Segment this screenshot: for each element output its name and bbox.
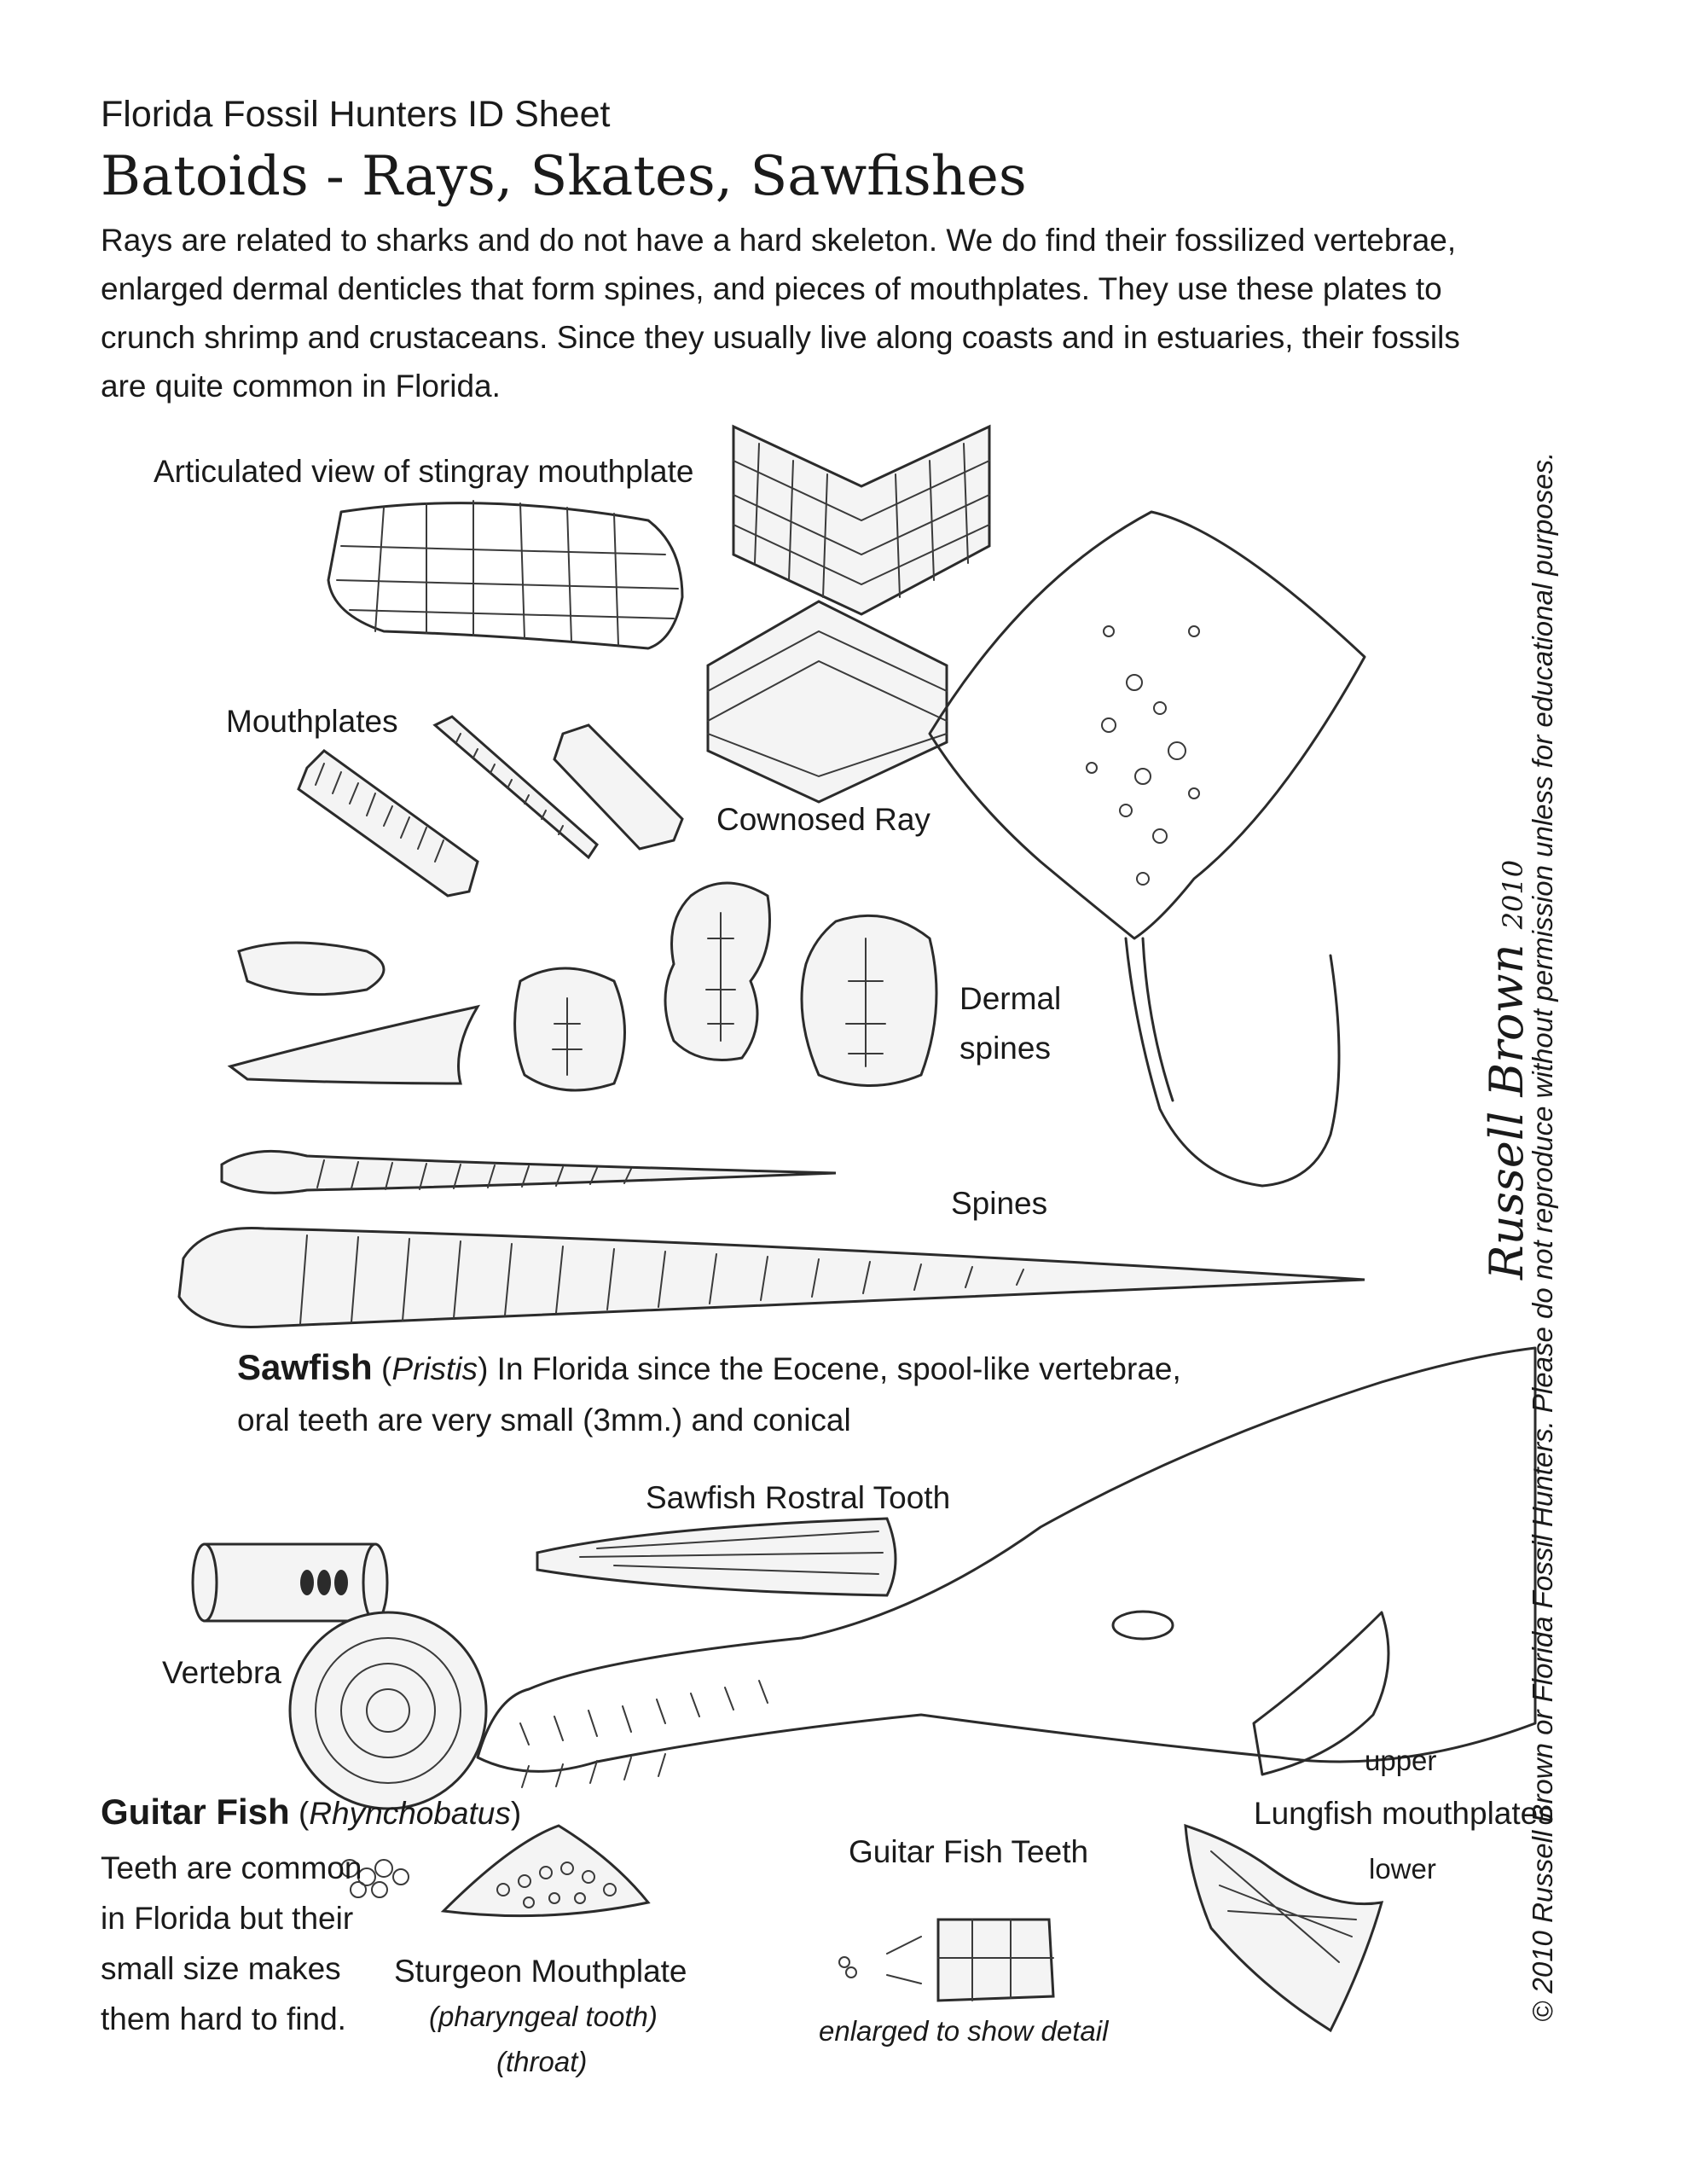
label-dermal-spines: spines <box>959 1031 1051 1066</box>
guitar-teeth-drawing <box>839 1920 1053 2001</box>
label-pharyngeal: (pharyngeal tooth) <box>429 2001 658 2032</box>
label-rostral-tooth: Sawfish Rostral Tooth <box>646 1480 951 1515</box>
sawfish-desc-1: In Florida since the Eocene, spool-like vertebrae, <box>488 1351 1181 1386</box>
sawfish-genus: Pristis <box>391 1351 478 1386</box>
label-cownosed-ray: Cownosed Ray <box>716 802 930 837</box>
guitarfish-heading: Guitar Fish (Rhynchobatus) <box>101 1792 522 1832</box>
label-lungfish: Lungfish mouthplates <box>1254 1796 1554 1831</box>
label-throat: (throat) <box>496 2046 588 2077</box>
label-articulated: Articulated view of stingray mouthplate <box>154 454 694 489</box>
sawfish-name: Sawfish <box>237 1347 373 1387</box>
signature-year: 2010 <box>1497 859 1529 930</box>
signature-name: Russell Brown <box>1480 944 1533 1280</box>
label-enlarged: enlarged to show detail <box>819 2015 1109 2047</box>
sawfish-description: Sawfish (Pristis) In Florida since the Eocene, spool-like vertebrae, oral teeth are very small (3mm.) and conical <box>237 1347 1181 1438</box>
sawfish-desc-2: oral teeth are very small (3mm.) and conical <box>237 1403 851 1438</box>
label-lower: lower <box>1369 1853 1436 1885</box>
sturgeon-drawing <box>341 1826 648 1916</box>
signature <box>1480 860 1533 1280</box>
guitarfish-name: Guitar Fish <box>101 1792 290 1832</box>
copyright-notice: © 2010 Russell Brown or Florida Fossil Hunters. Please do not reproduce without permission unless for educational purposes. <box>1527 451 1558 2022</box>
label-sturgeon: Sturgeon Mouthplate <box>394 1954 687 1989</box>
label-mouthplates: Mouthplates <box>226 704 398 739</box>
guitarfish-genus: Rhynchobatus <box>309 1796 511 1831</box>
page-title: Batoids - Rays, Skates, Sawfishes <box>101 145 1027 208</box>
label-spines: Spines <box>951 1186 1048 1221</box>
stingray-drawing <box>930 512 1365 1186</box>
lungfish-drawing <box>1186 1826 1382 2030</box>
intro-paragraph: Rays are related to sharks and do not have a hard skeleton. We do find their fossilized vertebrae, enlarged dermal denticles that form spines, and pieces of mouthplates. They use these plates to crunch shrimp and crustaceans. Since they usually live along coasts and in estuaries, their fossils are quite common in Florida. <box>101 223 1460 404</box>
spines-drawing <box>179 1151 1365 1327</box>
label-guitar-fish-teeth: Guitar Fish Teeth <box>849 1834 1089 1869</box>
sheet-series-title: Florida Fossil Hunters ID Sheet <box>101 94 611 135</box>
mouthplates-drawing <box>299 717 682 896</box>
label-upper: upper <box>1365 1745 1437 1776</box>
articulated-mouthplate-drawing <box>328 501 682 648</box>
rostral-tooth-drawing <box>537 1519 896 1595</box>
guitarfish-description: Teeth are common in Florida but their small size makes them hard to find. <box>101 1850 362 2036</box>
dermal-spines-drawing <box>230 883 936 1090</box>
label-vertebra: Vertebra <box>162 1655 281 1690</box>
label-dermal: Dermal <box>959 981 1062 1016</box>
cownosed-plate-drawing <box>708 427 989 802</box>
